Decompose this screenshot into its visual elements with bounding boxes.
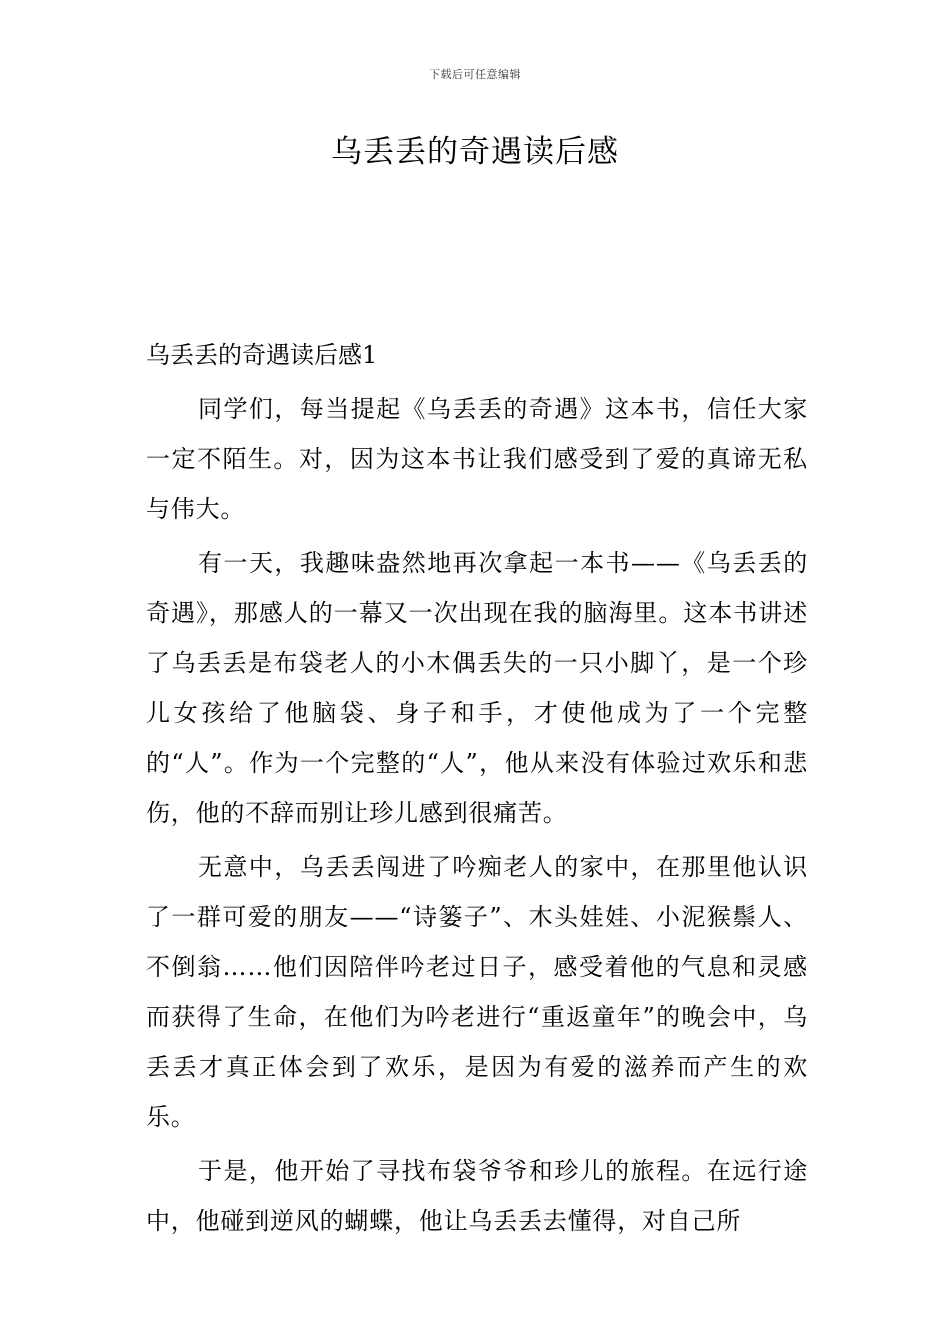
paragraph-1: 同学们，每当提起《乌丢丢的奇遇》这本书，信任大家一定不陌生。对，因为这本书让我们感受到了爱的真谛无私与伟大。 <box>146 395 808 523</box>
document-body <box>146 330 808 1246</box>
header-note: 下载后可任意编辑 <box>429 68 521 81</box>
document-title: 乌丢丢的奇遇读后感 <box>331 134 619 170</box>
section-heading: 乌丢丢的奇遇读后感1 <box>146 341 378 369</box>
paragraph-2: 有一天，我趣味盎然地再次拿起一本书——《乌丢丢的奇遇》，那感人的一幕又一次出现在我的脑海里。这本书讲述了乌丢丢是布袋老人的小木偶丢失的一只小脚丫，是一个珍儿女孩给了他脑袋、身子和手，才使他成为了一个完整的“人”。作为一个完整的“人”，他从来没有体验过欢乐和悲伤，他的不辞而别让珍儿感到很痛苦。 <box>146 549 808 827</box>
paragraph-4: 于是，他开始了寻找布袋爷爷和珍儿的旅程。在远行途中，他碰到逆风的蝴蝶，他让乌丢丢去懂得，对自己所 <box>146 1157 808 1235</box>
paragraph-3: 无意中，乌丢丢闯进了吟痴老人的家中，在那里他认识了一群可爱的朋友——“诗篓子”、木头娃娃、小泥猴鬃人、不倒翁……他们因陪伴吟老过日子，感受着他的气息和灵感而获得了生命，在他们为吟老进行“重返童年”的晚会中，乌丢丢才真正体会到了欢乐，是因为有爱的滋养而产生的欢乐。 <box>146 853 808 1131</box>
